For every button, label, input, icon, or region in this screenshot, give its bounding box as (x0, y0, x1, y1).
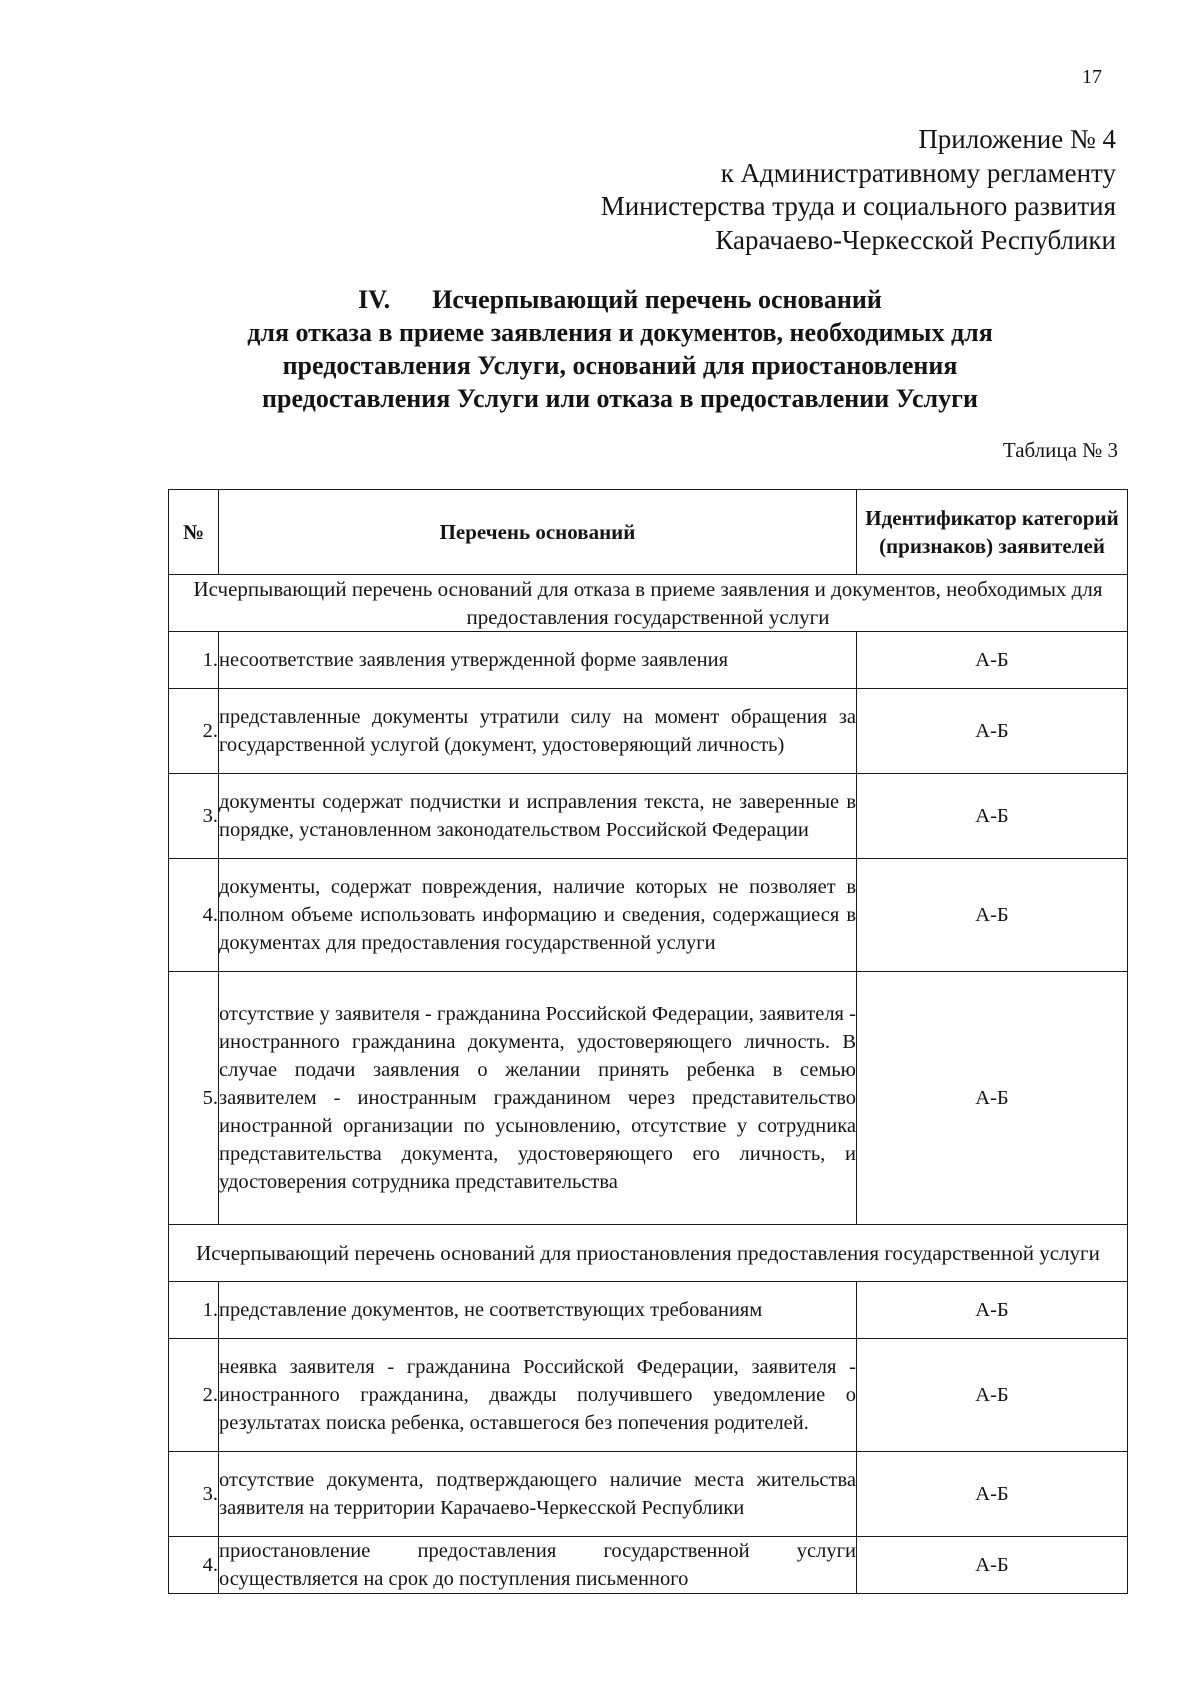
table-row (169, 1537, 1128, 1594)
row-text: представленные документы утратили силу на момент обращения за государственной услугой (документ, удостоверяющий личность) (219, 689, 857, 774)
row-text: документы, содержат повреждения, наличие которых не позволяет в полном объеме использовать информацию и сведения, содержащиеся в документах для предоставления государственной услуги (219, 859, 857, 972)
row-number: 3. (169, 1452, 219, 1537)
table-row (169, 1339, 1128, 1452)
section-roman-numeral: IV. (358, 285, 391, 314)
row-identifier: А-Б (857, 1537, 1128, 1594)
row-identifier: А-Б (857, 632, 1128, 689)
row-number: 4. (169, 1537, 219, 1594)
table-row (169, 774, 1128, 859)
row-text: неявка заявителя - гражданина Российской Федерации, заявителя - иностранного гражданина, дважды получившего уведомление о результатах поиска ребенка, оставшегося без попечения родителей. (219, 1339, 857, 1452)
row-number: 2. (169, 689, 219, 774)
row-identifier: А-Б (857, 774, 1128, 859)
row-text: документы содержат подчистки и исправления текста, не заверенные в порядке, установленном законодательством Российской Федерации (219, 774, 857, 859)
section-heading-suspension: Исчерпывающий перечень оснований для приостановления предоставления государственной услуги (169, 1225, 1128, 1282)
row-text: несоответствие заявления утвержденной форме заявления (219, 632, 857, 689)
row-number: 5. (169, 972, 219, 1225)
appendix-line-1: Приложение № 4 (918, 124, 1116, 154)
section-title-line-4: предоставления Услуги или отказа в предоставлении Услуги (262, 384, 978, 413)
grounds-table (168, 489, 1128, 1594)
table-row (169, 859, 1128, 972)
section-title-line-1 (160, 283, 1080, 316)
header-identifier: Идентификатор категорий (признаков) заявителей (857, 490, 1128, 575)
row-text: отсутствие документа, подтверждающего наличие места жительства заявителя на территории Карачаево-Черкесской Республики (219, 1452, 857, 1537)
row-identifier: А-Б (857, 689, 1128, 774)
section-title (160, 283, 1080, 415)
appendix-line-4: Карачаево-Черкесской Республики (715, 224, 1116, 255)
section-row-suspension (169, 1225, 1128, 1282)
table-row (169, 1452, 1128, 1537)
row-identifier: А-Б (857, 1339, 1128, 1452)
row-number: 3. (169, 774, 219, 859)
row-text: отсутствие у заявителя - гражданина Российской Федерации, заявителя - иностранного гражданина документа, удостоверяющего личность. В случае подачи заявления о желании принять ребенка в семью заявителем - иностранным гражданином через представительство иностранной организации по усыновлению, отсутствие у сотрудника представительства документа, удостоверяющего его личность, и удостоверения сотрудника представительства (219, 972, 857, 1225)
page-number: 17 (1082, 66, 1102, 88)
row-identifier: А-Б (857, 972, 1128, 1225)
header-grounds: Перечень оснований (219, 490, 857, 575)
section-title-line-2: для отказа в приеме заявления и документов, необходимых для (247, 318, 993, 347)
row-text: представление документов, не соответствующих требованиям (219, 1282, 857, 1339)
table-row (169, 972, 1128, 1225)
row-number: 2. (169, 1339, 219, 1452)
table-row (169, 632, 1128, 689)
section-heading-refusal: Исчерпывающий перечень оснований для отказа в приеме заявления и документов, необходимых для предоставления государственной услуги (169, 575, 1128, 632)
table-row (169, 689, 1128, 774)
section-title-line-3: предоставления Услуги, оснований для приостановления (282, 351, 958, 380)
row-number: 1. (169, 632, 219, 689)
row-number: 4. (169, 859, 219, 972)
row-identifier: А-Б (857, 1282, 1128, 1339)
row-identifier: А-Б (857, 1452, 1128, 1537)
table-label: Таблица № 3 (1002, 438, 1118, 462)
section-title-text-1: Исчерпывающий перечень оснований (432, 285, 882, 314)
appendix-header (416, 123, 1116, 257)
header-number: № (169, 490, 219, 575)
row-identifier: А-Б (857, 859, 1128, 972)
table-header-row (169, 490, 1128, 575)
row-number: 1. (169, 1282, 219, 1339)
table-row (169, 1282, 1128, 1339)
appendix-line-2: к Административному регламенту (720, 157, 1116, 188)
appendix-line-3: Министерства труда и социального развития (600, 191, 1116, 221)
section-row-refusal (169, 575, 1128, 632)
row-text: приостановление предоставления государственной услуги осуществляется на срок до поступления письменного (219, 1537, 857, 1594)
